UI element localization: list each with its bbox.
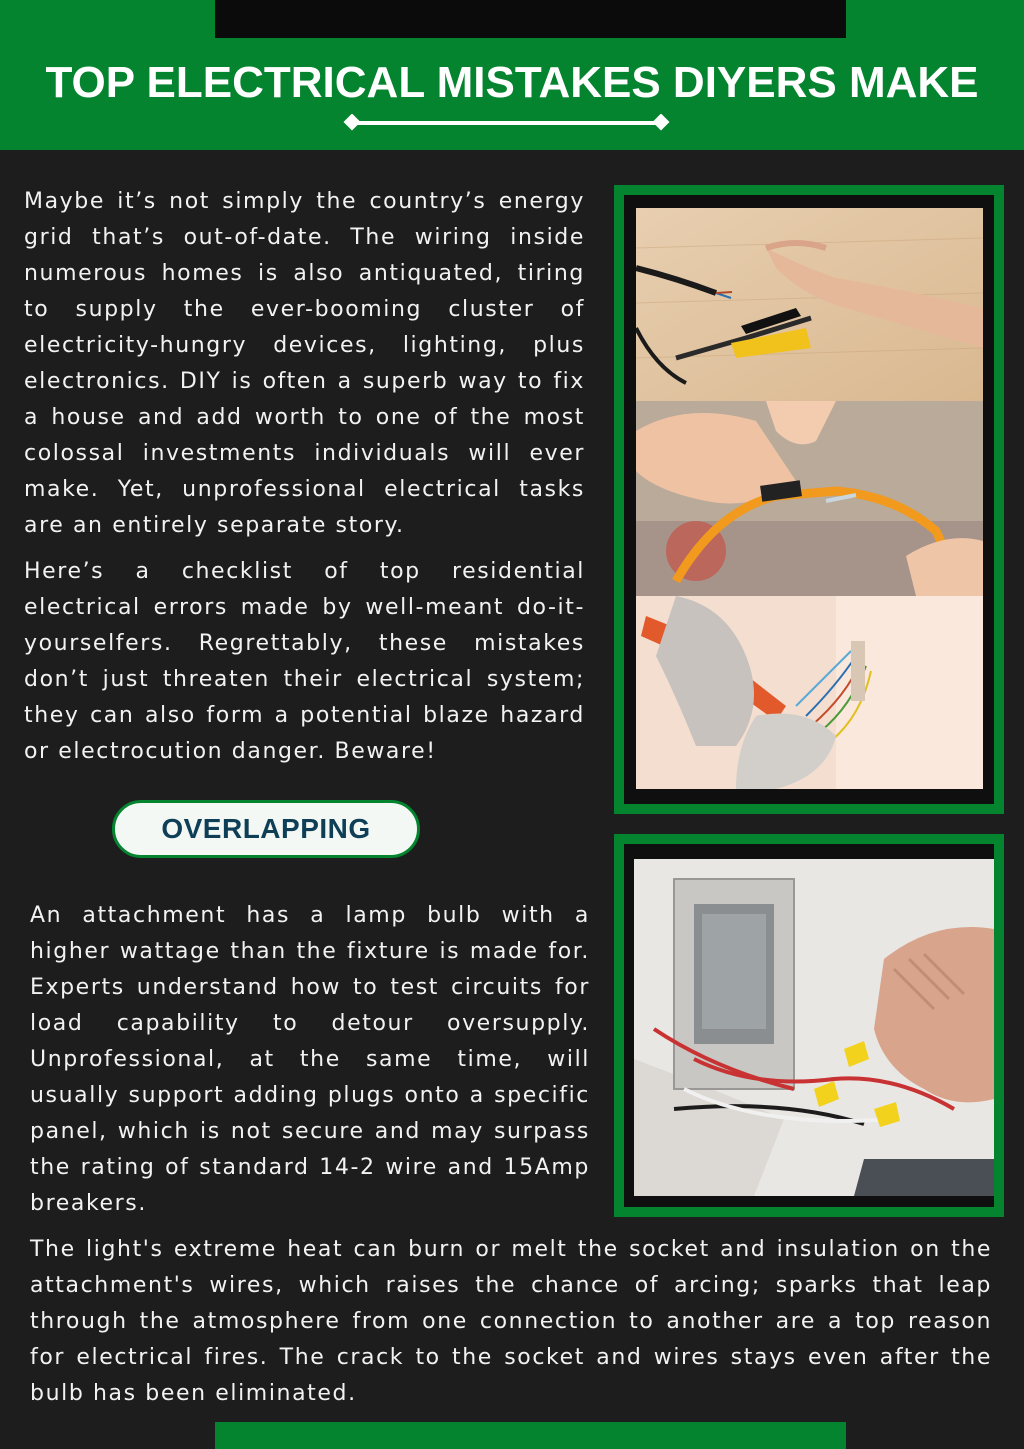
photo-collage-frame xyxy=(614,185,1004,814)
footer-bar xyxy=(215,1422,846,1449)
section-heading-pill xyxy=(112,800,420,858)
intro-paragraph: Maybe it’s not simply the country’s energy grid that’s out-of-date. The wiring inside numerous homes is also antiquated, tiring to supply the ever-booming cluster of electricity-hungry devices, lighting, plus electronics. DIY is often a superb way to fix a house and add worth to one of the most colossal investments individuals will ever make. Yet, unprofessional electrical tasks are an entirely separate story. xyxy=(24,189,585,538)
title-divider xyxy=(343,114,670,132)
intro-paragraph: Here’s a checklist of top residential electrical errors made by well-meant do-it-yourselfers. Regrettably, these mistakes don’t just threaten their electrical system; they can also form a potential blaze hazard or electrocution danger. Beware! xyxy=(24,559,585,764)
section-paragraph: The light's extreme heat can burn or melt the socket and insulation on the attachment's wires, which raises the chance of arcing; sparks that leap through the atmosphere from one connection to another are a top reason for electrical fires. The crack to the socket and wires stays even after the bulb has been eliminated. xyxy=(30,1237,992,1406)
header-top-strip xyxy=(215,0,846,38)
section-heading: OVERLAPPING xyxy=(161,813,371,844)
photo-gloved-hands-pliers xyxy=(636,596,983,789)
photo-dimmer-switch-wiring xyxy=(634,859,994,1196)
photo-frame xyxy=(614,834,1004,1217)
page-title: TOP ELECTRICAL MISTAKES DIYERS MAKE xyxy=(45,58,979,107)
photo-pliers-and-cable xyxy=(636,208,983,401)
intro-text xyxy=(24,184,585,780)
photo-hands-twisting-wire xyxy=(636,401,983,596)
section-paragraph: An attachment has a lamp bulb with a higher wattage than the fixture is made for. Experts understand how to test circuits for load capability to detour oversupply. Unprofessional, at the same time, will usually support adding plugs onto a specific panel, which is not secure and may surpass the rating of standard 14-2 wire and 15Amp breakers. xyxy=(30,903,590,1216)
